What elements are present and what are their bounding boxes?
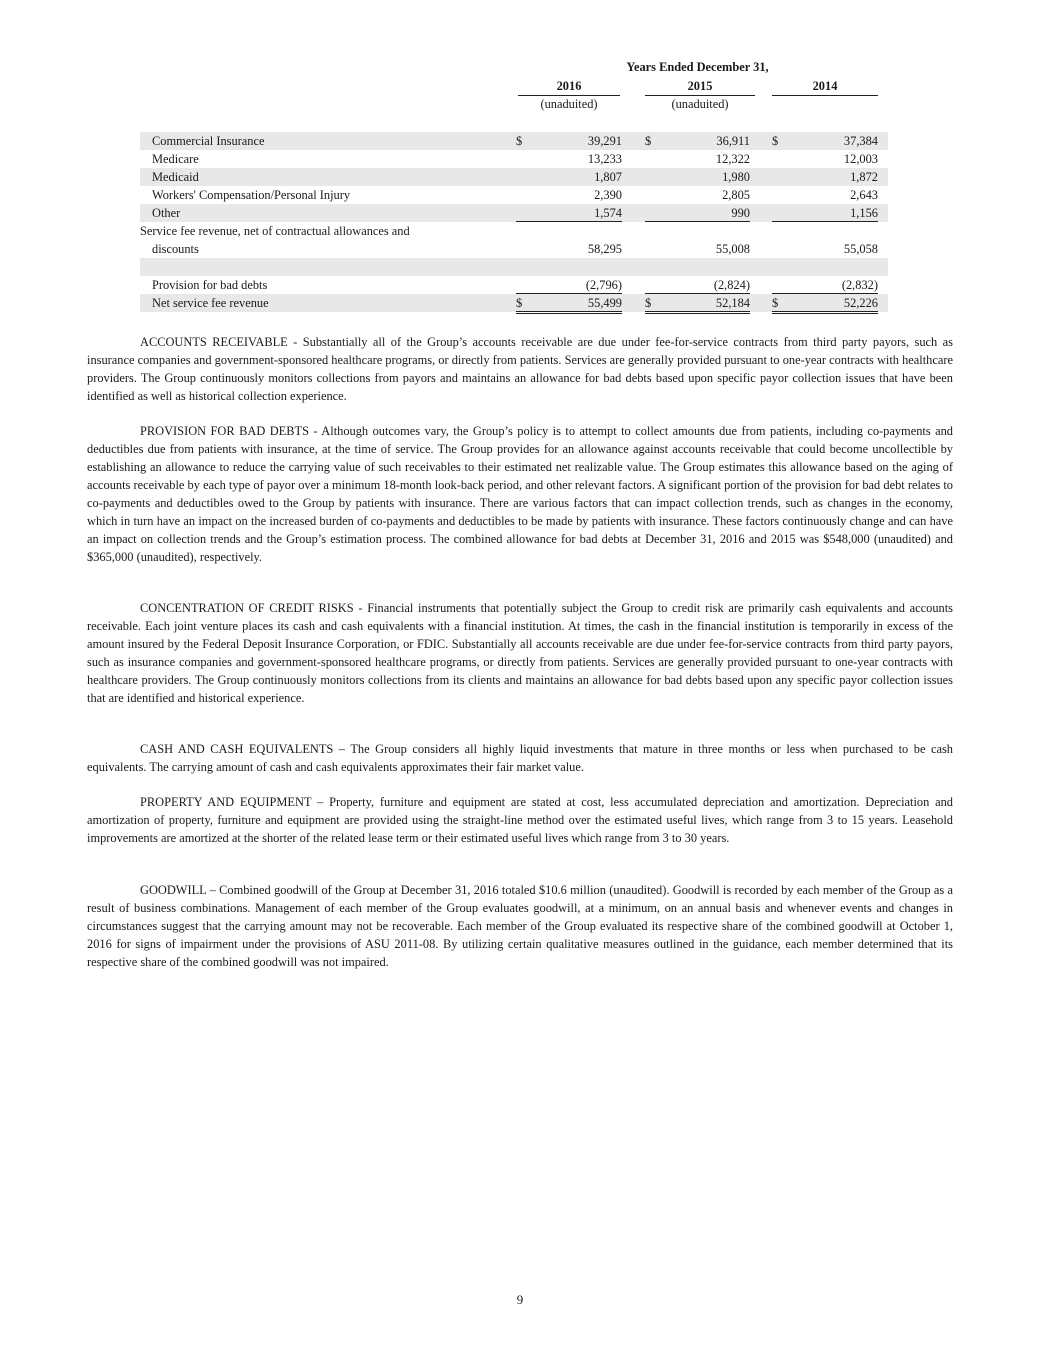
provision-2015: (2,824) bbox=[645, 276, 750, 294]
year-headers bbox=[140, 79, 890, 95]
value-2016: 39,291 bbox=[587, 134, 622, 148]
subtotal-label-line1: Service fee revenue, net of contractual allowances and bbox=[140, 224, 410, 238]
table-row bbox=[140, 168, 888, 186]
dollar-sign: $ bbox=[645, 134, 652, 148]
table-spacer-row bbox=[140, 258, 888, 276]
year-header-2014: 2014 bbox=[772, 79, 878, 96]
subtotal-2016: 58,295 bbox=[587, 242, 622, 256]
dollar-sign: $ bbox=[645, 296, 652, 310]
table-row bbox=[140, 150, 888, 168]
year-header-2015: 2015 bbox=[645, 79, 755, 96]
subtotal-row bbox=[140, 222, 888, 258]
paragraph-provision-bad-debts: PROVISION FOR BAD DEBTS - Although outcomes vary, the Group’s policy is to attempt to collect amounts due from patients, including co-payments and deductibles due from patients with insurance, at the time of service. The Group provides for an allowance against accounts receivable that could become uncollectible by establishing an allowance to reduce the carrying value of such receivables to their estimated net realizable value. The Group estimates this allowance based on the aging of accounts receivable by each type of payor over a minimum 18-month look-back period, and other relevant factors. A significant portion of the provision for bad debt relates to co-payments and deductibles owed to the Group by patients with insurance. There are various factors that can impact collection trends, such as changes in the economy, which in turn have an impact on the increased burden of co-payments and deductibles to be made by patients with insurance. These factors continuously change and can have an impact on collection trends and the Group’s estimation process. The combined allowance for bad debts at December 31, 2016 and 2015 was $548,000 (unaudited) and $365,000 (unaudited), respectively. bbox=[87, 424, 953, 564]
value-2014: 1,872 bbox=[850, 170, 878, 184]
row-label: Workers' Compensation/Personal Injury bbox=[152, 188, 351, 202]
provision-2016: (2,796) bbox=[516, 276, 622, 294]
unaudited-note-2015: (unaduited) bbox=[671, 97, 729, 111]
table-row bbox=[140, 132, 888, 150]
table-super-header: Years Ended December 31, bbox=[626, 60, 769, 74]
row-label: Medicare bbox=[152, 152, 199, 166]
value-2014: 1,156 bbox=[772, 204, 878, 222]
value-2016: 13,233 bbox=[587, 152, 622, 166]
table-row bbox=[140, 186, 888, 204]
value-2016: 1,574 bbox=[516, 204, 622, 222]
net-revenue-row bbox=[140, 294, 888, 312]
row-label: Commercial Insurance bbox=[152, 134, 265, 148]
dollar-sign: $ bbox=[516, 134, 523, 148]
provision-2014: (2,832) bbox=[772, 276, 878, 294]
subtotal-label-line2: discounts bbox=[152, 242, 199, 256]
paragraph-property-equipment: PROPERTY AND EQUIPMENT – Property, furniture and equipment are stated at cost, less accumulated depreciation and amortization. Depreciation and amortization of property, furniture and equipment are provided using the straight-line method over the estimated useful lives, which range from 3 to 15 years. Leasehold improvements are amortized at the shorter of the related lease term or their estimated useful lives which range from 3 to 30 years. bbox=[87, 795, 953, 845]
paragraph-goodwill: GOODWILL – Combined goodwill of the Group at December 31, 2016 totaled $10.6 million (unaudited). Goodwill is recorded by each member of the Group as a result of business combinations. Management of each member of the Group evaluates goodwill, at a minimum, on an annual basis and whenever events and changes in circumstances suggest that the carrying amount may not be recoverable. Each member of the Group evaluated its respective share of the combined goodwill at October 1, 2016 for signs of impairment under the provisions of ASU 2011-08. By utilizing certain qualitative measures outlined in the guidance, each member determined that its respective share of the combined goodwill was not impaired. bbox=[87, 883, 953, 969]
value-2014: 12,003 bbox=[843, 152, 878, 166]
value-2016: 2,390 bbox=[594, 188, 622, 202]
value-2014: 2,643 bbox=[850, 188, 878, 202]
net-2014-cell bbox=[772, 294, 878, 314]
value-2015: 36,911 bbox=[716, 134, 750, 148]
subtotal-2014: 55,058 bbox=[843, 242, 878, 256]
provision-row bbox=[140, 276, 888, 294]
row-label: Medicaid bbox=[152, 170, 199, 184]
subtotal-2015: 55,008 bbox=[715, 242, 750, 256]
value-2015: 12,322 bbox=[715, 152, 750, 166]
value-2015: 2,805 bbox=[722, 188, 750, 202]
paragraph-cash-equivalents: CASH AND CASH EQUIVALENTS – The Group considers all highly liquid investments that mature in three months or less when purchased to be cash equivalents. The carrying amount of cash and cash equivalents approximates their fair market value. bbox=[87, 742, 953, 774]
net-2015: 52,184 bbox=[715, 296, 750, 310]
row-label: Other bbox=[152, 206, 181, 220]
value-2015: 1,980 bbox=[722, 170, 750, 184]
dollar-sign: $ bbox=[772, 134, 779, 148]
net-2016: 55,499 bbox=[587, 296, 622, 310]
net-revenue-label: Net service fee revenue bbox=[152, 296, 269, 310]
year-header-2016: 2016 bbox=[518, 79, 620, 96]
net-2016-cell bbox=[516, 294, 622, 314]
provision-label: Provision for bad debts bbox=[152, 278, 268, 292]
paragraph-credit-risks: CONCENTRATION OF CREDIT RISKS - Financial instruments that potentially subject the Group to credit risk are primarily cash equivalents and accounts receivable. Each joint venture places its cash and cash equivalents with a financial institution. At times, the cash in the financial institution is temporarily in excess of the amount insured by the Federal Deposit Insurance Corporation, or FDIC. Substantially all accounts receivable are due under fee-for-service contracts from third party payors, such as insurance companies and government-sponsored healthcare programs, or directly from patients. Services are generally provided pursuant to one-year contracts with healthcare providers. The Group continuously monitors collections from its clients and maintains an allowance for bad debts based upon any specific payor collection issues that are identified and historical experience. bbox=[87, 601, 953, 705]
value-2015: 990 bbox=[645, 204, 750, 222]
value-2014: 37,384 bbox=[843, 134, 878, 148]
page-number: 9 bbox=[516, 1292, 524, 1307]
table-row bbox=[140, 204, 888, 222]
unaudited-note-2016: (unaduited) bbox=[540, 97, 598, 111]
dollar-sign: $ bbox=[772, 296, 779, 310]
paragraph-accounts-receivable: ACCOUNTS RECEIVABLE - Substantially all of the Group’s accounts receivable are due under fee-for-service contracts from third party payors, such as insurance companies and government-sponsored healthcare programs, or directly from patients. Services are generally provided pursuant to one-year contracts with healthcare providers. The Group continuously monitors collections from payors and maintains an allowance for bad debts based upon specific payor collection issues that have been identified as well as historical collection experience. bbox=[87, 335, 953, 403]
net-2014: 52,226 bbox=[843, 296, 878, 310]
net-2015-cell bbox=[645, 294, 750, 314]
value-2016: 1,807 bbox=[594, 170, 622, 184]
dollar-sign: $ bbox=[516, 296, 523, 310]
